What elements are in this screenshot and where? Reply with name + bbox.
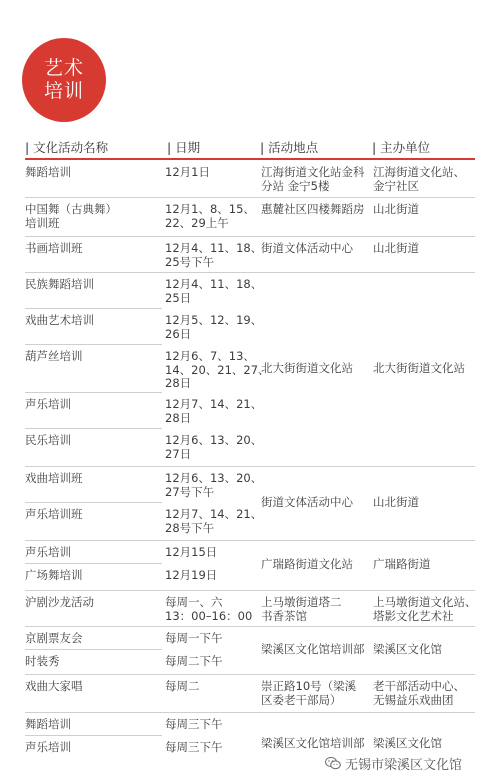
header-activity-name: | 文化活动名称 xyxy=(25,140,109,155)
row-divider xyxy=(25,712,475,713)
activity-date xyxy=(165,350,270,391)
activity-date-line: 26日 xyxy=(165,326,192,341)
row-divider xyxy=(25,626,475,627)
activity-name-line: 声乐培训 xyxy=(25,740,71,754)
activity-organizer-line: 江海街道文化站、 xyxy=(373,165,465,179)
activity-organizer xyxy=(373,558,431,572)
activity-date-line: 13：00–16：00 xyxy=(165,608,253,623)
header-date: | 日期 xyxy=(167,140,201,155)
activity-date-line: 每周三下午 xyxy=(165,740,223,754)
header-organizer: | 主办单位 xyxy=(372,140,431,155)
watermark-text: 无锡市梁溪区文化馆 xyxy=(345,757,463,773)
wechat-icon xyxy=(325,756,341,770)
activity-location-line: 街道文体活动中心 xyxy=(261,495,353,509)
activity-name-line: 戏曲培训班 xyxy=(25,471,83,485)
activity-name xyxy=(25,546,71,560)
activity-date-line: 25号下午 xyxy=(165,254,215,269)
activity-organizer xyxy=(373,166,465,193)
activity-name xyxy=(25,242,83,256)
activity-organizer-line: 无锡益乐戏曲团 xyxy=(373,692,454,707)
activity-location xyxy=(261,166,365,193)
activity-location xyxy=(261,643,365,657)
activity-organizer-line: 山北街道 xyxy=(373,202,419,216)
activity-date-line: 12月6、13、20、 xyxy=(165,471,263,485)
activity-date xyxy=(165,472,262,499)
activity-organizer-line: 广瑞路街道 xyxy=(373,557,431,571)
activity-name-line: 书画培训班 xyxy=(25,241,83,255)
activity-date-line: 12月19日 xyxy=(165,568,218,582)
activity-date-line: 12月6、13、20、 xyxy=(165,433,263,447)
activity-name-line: 广场舞培训 xyxy=(25,568,83,582)
activity-date-line: 25日 xyxy=(165,290,192,305)
row-divider-partial xyxy=(25,502,162,503)
activity-location xyxy=(261,203,365,217)
row-divider-partial xyxy=(25,428,162,429)
row-divider-partial xyxy=(25,735,162,736)
activity-organizer-line: 老干部活动中心、 xyxy=(373,679,465,693)
activity-name-line: 中国舞（古典舞） xyxy=(25,202,117,216)
activity-date-line: 28号下午 xyxy=(165,520,215,535)
activity-organizer-line: 金宁社区 xyxy=(373,178,419,193)
activity-name xyxy=(25,166,71,180)
activity-location-line: 崇正路10号（梁溪 xyxy=(261,679,357,693)
activity-location xyxy=(261,737,365,751)
activity-name-line: 民乐培训 xyxy=(25,433,71,447)
row-divider-partial xyxy=(25,392,162,393)
activity-location-line: 梁溪区文化馆培训部 xyxy=(261,642,365,656)
row-divider-partial xyxy=(25,308,162,309)
activity-name xyxy=(25,569,83,583)
activity-date xyxy=(165,655,223,669)
table-header xyxy=(25,136,475,160)
activity-name xyxy=(25,680,83,694)
watermark xyxy=(325,752,495,774)
activity-location-line: 上马墩街道塔二 xyxy=(261,595,342,609)
activity-organizer-line: 北大街街道文化站 xyxy=(373,361,465,375)
activity-name-line: 戏曲艺术培训 xyxy=(25,313,94,327)
activity-organizer-line: 上马墩街道文化站、 xyxy=(373,595,477,609)
activity-name-line: 舞蹈培训 xyxy=(25,717,71,731)
activity-location-line: 广瑞路街道文化站 xyxy=(261,557,353,571)
badge-line-1: 艺术 xyxy=(43,57,84,79)
activity-name-line: 声乐培训 xyxy=(25,397,71,411)
row-divider xyxy=(25,540,475,541)
activity-date-line: 28日 xyxy=(165,376,192,390)
activity-date-line: 每周三下午 xyxy=(165,717,223,731)
activity-name-line: 时装秀 xyxy=(25,654,60,668)
activity-date-line: 12月1日 xyxy=(165,165,210,179)
row-divider xyxy=(25,197,475,198)
activity-date xyxy=(165,398,262,425)
activity-name xyxy=(25,203,117,230)
activity-location-line: 书香茶馆 xyxy=(261,608,307,623)
activity-organizer-line: 塔影文化艺术社 xyxy=(373,608,454,623)
activity-location-line: 分站 金宁5楼 xyxy=(261,178,330,193)
activity-location-line: 江海街道文化站金科 xyxy=(261,165,365,179)
activity-date xyxy=(165,596,252,623)
activity-name-line: 声乐培训班 xyxy=(25,507,83,521)
activity-location-line: 街道文体活动中心 xyxy=(261,241,353,255)
badge-line-2: 培训 xyxy=(43,80,84,102)
activity-location xyxy=(261,680,356,707)
activity-organizer xyxy=(373,496,419,510)
activity-organizer-line: 山北街道 xyxy=(373,241,419,255)
activity-date-line: 27号下午 xyxy=(165,484,215,499)
activity-name xyxy=(25,314,94,328)
activity-date-line: 每周二下午 xyxy=(165,654,223,668)
activity-name-line: 戏曲大家唱 xyxy=(25,679,83,693)
activity-date-line: 12月4、11、18、 xyxy=(165,277,263,291)
activity-name-line: 沪剧沙龙活动 xyxy=(25,595,94,609)
activity-name-line: 声乐培训 xyxy=(25,545,71,559)
activity-date xyxy=(165,203,255,230)
activity-location xyxy=(261,596,342,623)
activity-name xyxy=(25,398,71,412)
activity-date xyxy=(165,434,262,461)
row-divider-partial xyxy=(25,649,162,650)
activity-name-line: 培训班 xyxy=(25,215,60,230)
activity-date-line: 每周一、六 xyxy=(165,595,223,609)
activity-organizer xyxy=(373,643,442,657)
row-divider xyxy=(25,466,475,467)
activity-organizer xyxy=(373,737,442,751)
activity-name xyxy=(25,655,60,669)
activity-name xyxy=(25,472,83,486)
activity-date xyxy=(165,632,223,646)
activity-location xyxy=(261,362,353,376)
activity-date-line: 12月7、14、21、 xyxy=(165,507,263,521)
activity-date-line: 12月5、12、19、 xyxy=(165,313,263,327)
activity-date-line: 12月15日 xyxy=(165,545,218,559)
activity-name xyxy=(25,718,71,732)
activity-organizer xyxy=(373,242,419,256)
activity-organizer xyxy=(373,203,419,217)
activity-date xyxy=(165,314,262,341)
activity-date xyxy=(165,718,223,732)
activity-date-line: 12月1、8、15、 xyxy=(165,202,255,216)
activity-date xyxy=(165,546,217,560)
activity-organizer-line: 梁溪区文化馆 xyxy=(373,642,442,656)
activity-name xyxy=(25,350,83,364)
row-divider xyxy=(25,590,475,591)
activity-name xyxy=(25,596,94,610)
row-divider xyxy=(25,236,475,237)
activity-date xyxy=(165,278,262,305)
activity-organizer-line: 山北街道 xyxy=(373,495,419,509)
activity-name-line: 民族舞蹈培训 xyxy=(25,277,94,291)
activity-name-line: 京剧票友会 xyxy=(25,631,83,645)
activity-date-line: 12月6、7、13、 xyxy=(165,349,255,363)
activity-location-line: 北大街街道文化站 xyxy=(261,361,353,375)
activity-name xyxy=(25,278,94,292)
activity-location xyxy=(261,242,353,256)
activity-date-line: 22、29上午 xyxy=(165,215,229,230)
activity-name xyxy=(25,741,71,755)
activity-date-line: 每周二 xyxy=(165,679,200,693)
activity-date xyxy=(165,569,217,583)
row-divider-partial xyxy=(25,344,162,345)
activity-organizer xyxy=(373,680,465,707)
activity-date xyxy=(165,166,210,180)
activity-name-line: 舞蹈培训 xyxy=(25,165,71,179)
activity-date-line: 12月4、11、18、 xyxy=(165,241,263,255)
activity-date-line: 12月7、14、21、 xyxy=(165,397,263,411)
activity-location-line: 惠麓社区四楼舞蹈房 xyxy=(261,202,365,216)
activity-date xyxy=(165,242,262,269)
activity-date-line: 27日 xyxy=(165,446,192,461)
activity-date xyxy=(165,508,262,535)
activity-name xyxy=(25,508,83,522)
activity-location xyxy=(261,558,353,572)
row-divider-partial xyxy=(25,563,162,564)
activity-name xyxy=(25,434,71,448)
row-divider xyxy=(25,272,475,273)
activity-location-line: 区委老干部局） xyxy=(261,692,342,707)
activity-location-line: 梁溪区文化馆培训部 xyxy=(261,736,365,750)
row-divider xyxy=(25,674,475,675)
activity-location xyxy=(261,496,353,510)
activity-organizer xyxy=(373,362,465,376)
activity-date xyxy=(165,741,223,755)
activity-name-line: 葫芦丝培训 xyxy=(25,349,83,363)
header-location: | 活动地点 xyxy=(260,140,319,155)
activity-organizer xyxy=(373,596,477,623)
activity-date-line: 14、20、21、27、 xyxy=(165,362,270,377)
activity-organizer-line: 梁溪区文化馆 xyxy=(373,736,442,750)
activity-date xyxy=(165,680,200,694)
section-badge xyxy=(22,38,106,122)
activity-name xyxy=(25,632,83,646)
activity-date-line: 每周一下午 xyxy=(165,631,223,645)
activity-date-line: 28日 xyxy=(165,410,192,425)
